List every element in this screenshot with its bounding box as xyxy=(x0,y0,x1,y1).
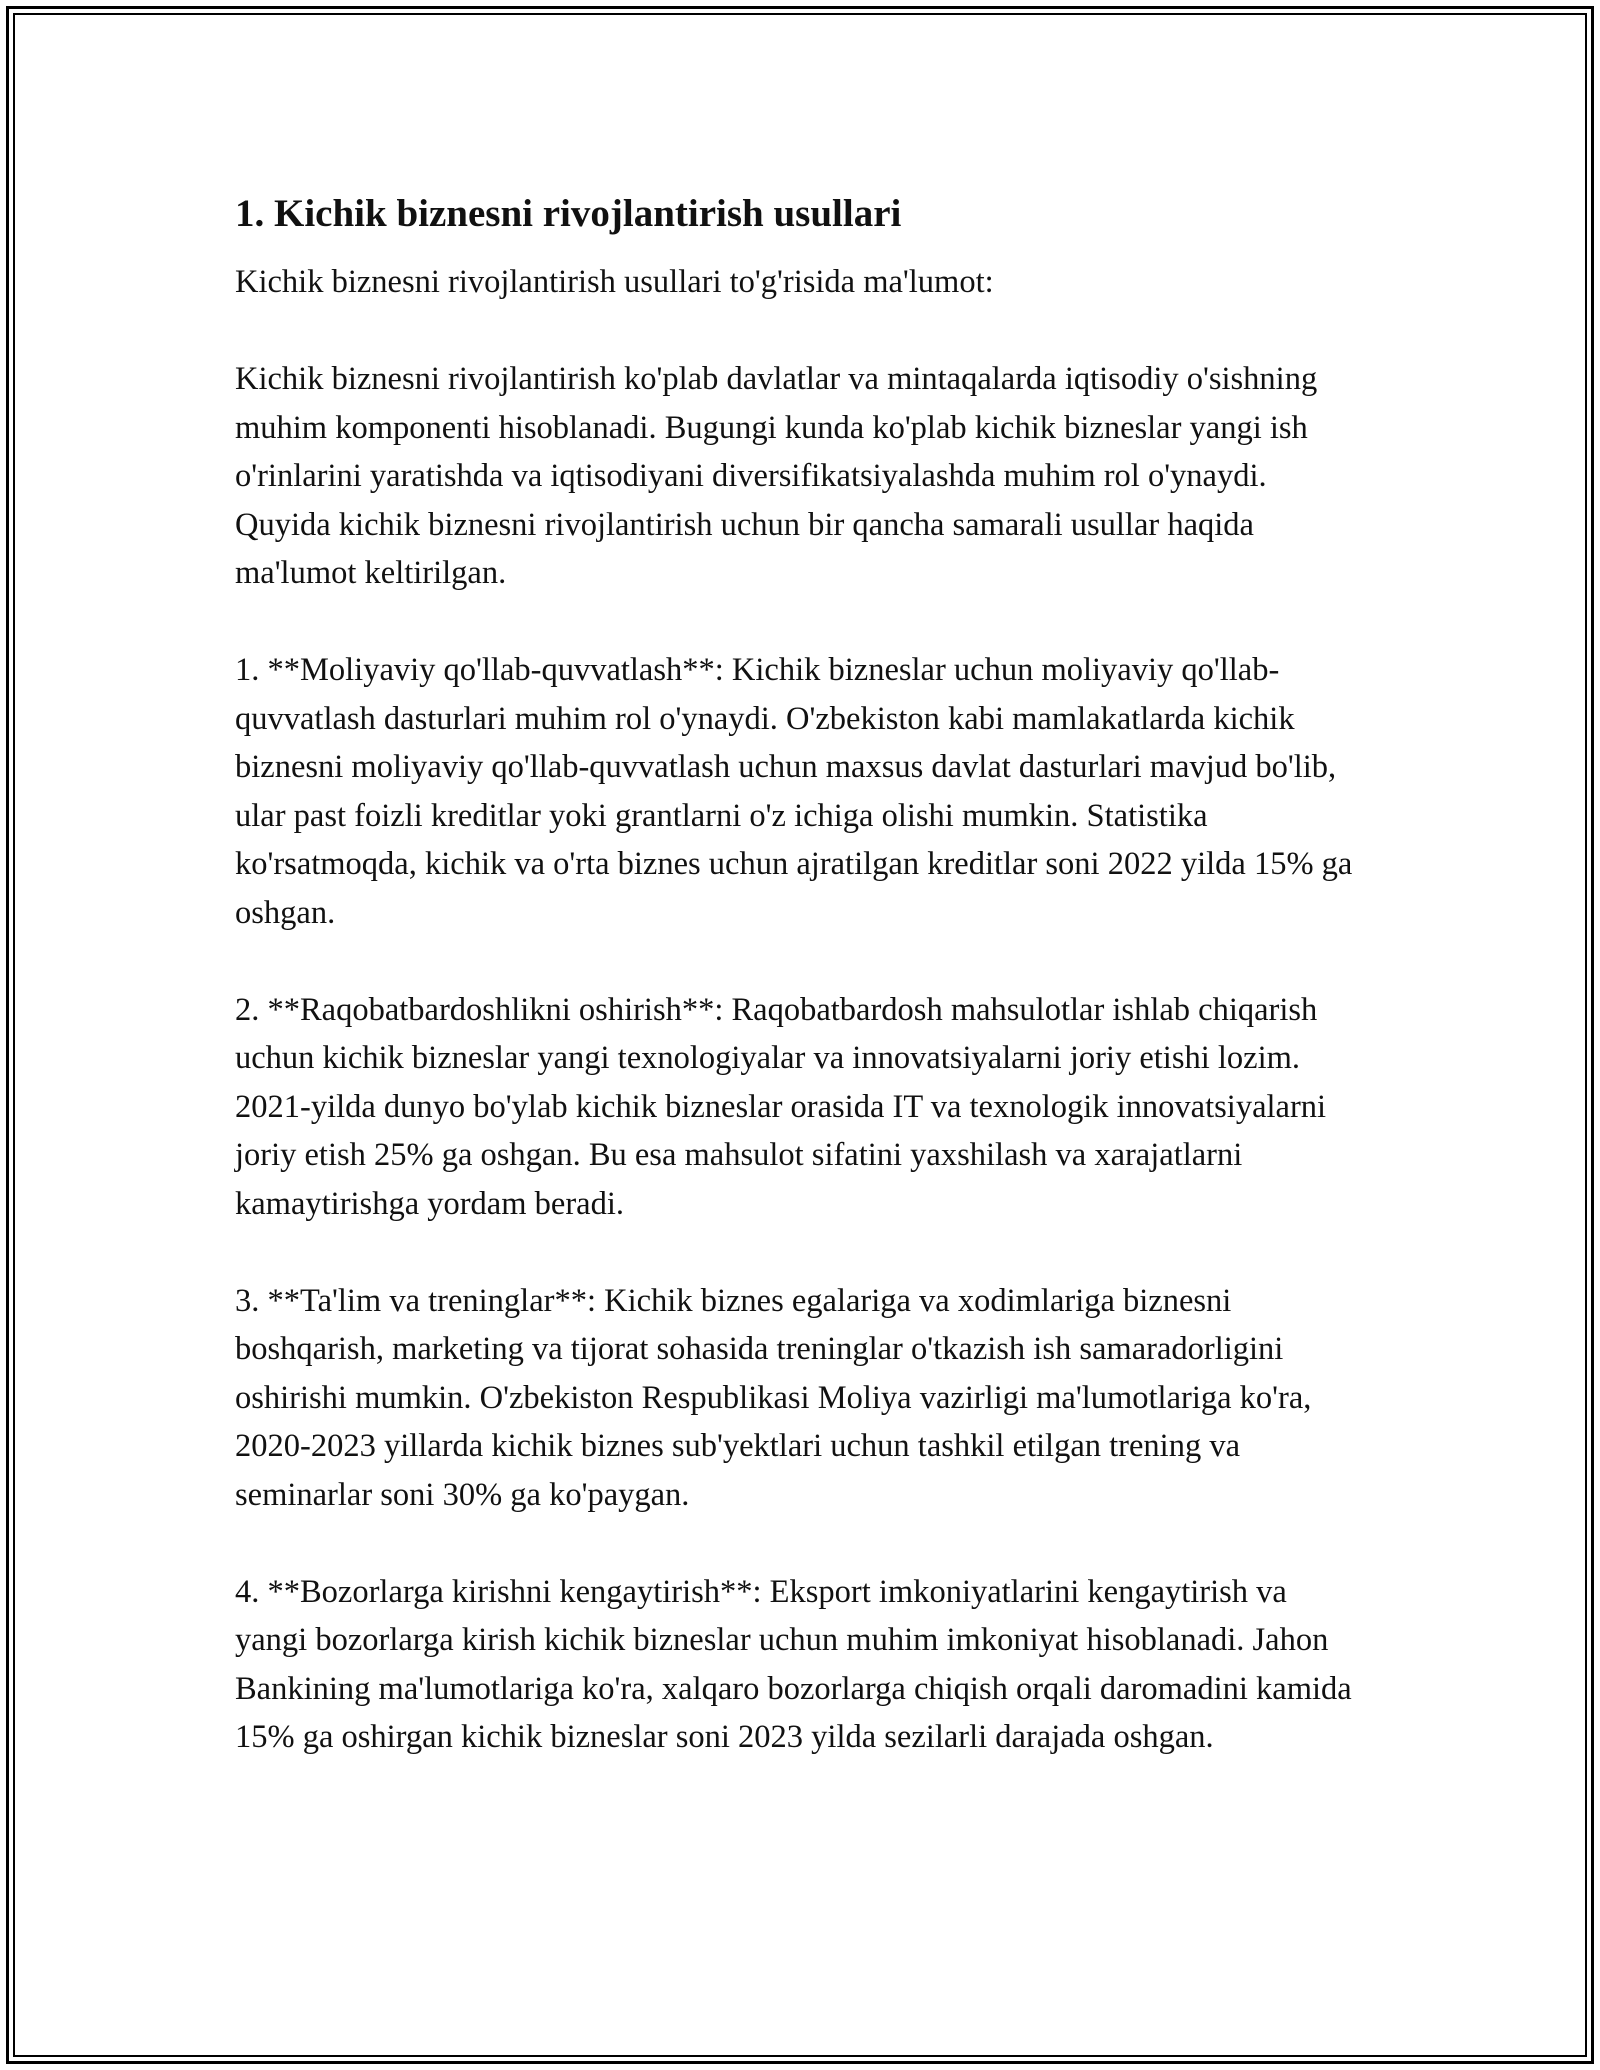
document-title: 1. Kichik biznesni rivojlantirish usullari xyxy=(235,192,902,235)
point-3-paragraph: 3. **Ta'lim va treninglar**: Kichik biznes egalariga va xodimlariga biznesni boshqarish, marketing va tijorat sohasida treninglar o'tkazish ish samaradorligini oshirishi mumkin. O'zbekiston Respublikasi Moliya vazirligi ma'lumotlariga ko'ra, 2020-2023 yillarda kichik biznes sub'yektlari uchun tashkil etilgan trening va seminarlar soni 30% ga ko'paygan. xyxy=(235,1282,1312,1513)
overview-paragraph: Kichik biznesni rivojlantirish ko'plab davlatlar va mintaqalarda iqtisodiy o'sishning muhim komponenti hisoblanadi. Bugungi kunda ko'plab kichik bizneslar yangi ish o'rinlarini yaratishda va iqtisodiyani diversifikatsiyalashda muhim rol o'ynaydi. Quyida kichik biznesni rivojlantirish uchun bir qancha samarali usullar haqida ma'lumot keltirilgan. xyxy=(235,361,1318,591)
point-4-paragraph: 4. **Bozorlarga kirishni kengaytirish**: Eksport imkoniyatlarini kengaytirish va yangi bozorlarga kirish kichik bizneslar uchun muhim imkoniyat hisoblanadi. Jahon Bankining ma'lumotlariga ko'ra, xalqaro bozorlarga chiqish orqali daromadini kamida 15% ga oshirgan kichik bizneslar soni 2023 yilda sezilarli darajada oshgan. xyxy=(235,1573,1352,1755)
point-1-paragraph: 1. **Moliyaviy qo'llab-quvvatlash**: Kichik bizneslar uchun moliyaviy qo'llab-quvvatlash dasturlari muhim rol o'ynaydi. O'zbekiston kabi mamlakatlarda kichik biznesni moliyaviy qo'llab-quvvatlash uchun maxsus davlat dasturlari mavjud bo'lib, ular past foizli kreditlar yoki grantlarni o'z ichiga olishi mumkin. Statistika ko'rsatmoqda, kichik va o'rta biznes uchun ajratilgan kreditlar soni 2022 yilda 15% ga oshgan. xyxy=(235,652,1353,931)
point-2-paragraph: 2. **Raqobatbardoshlikni oshirish**: Raqobatbardosh mahsulotlar ishlab chiqarish uchun kichik bizneslar yangi texnologiyalar va innovatsiyalarni joriy etishi lozim. 2021-yilda dunyo bo'ylab kichik bizneslar orasida IT va texnologik innovatsiyalarni joriy etish 25% ga oshgan. Bu esa mahsulot sifatini yaxshilash va xarajatlarni kamaytirishga yordam beradi. xyxy=(235,991,1327,1222)
document-body xyxy=(235,188,1365,1762)
intro-line: Kichik biznesni rivojlantirish usullari to'g'risida ma'lumot: xyxy=(235,264,994,300)
